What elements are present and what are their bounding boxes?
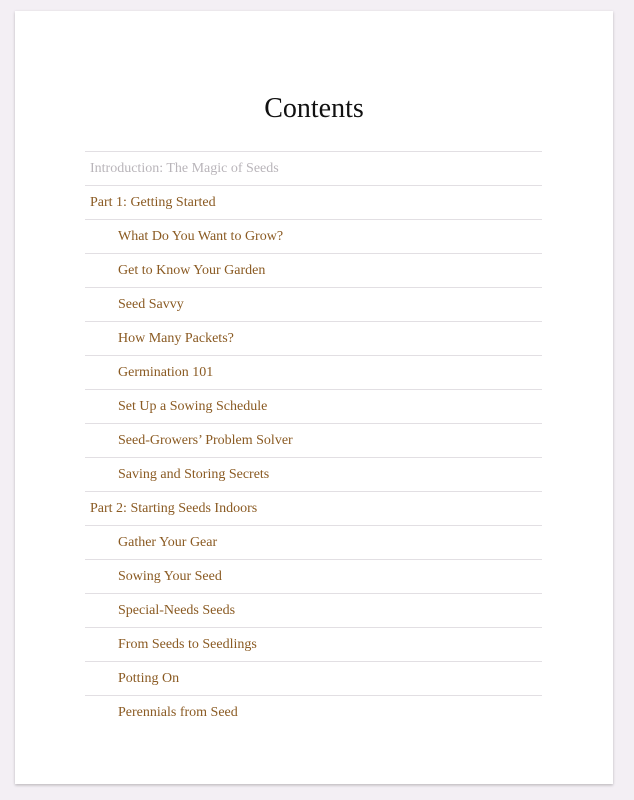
table-of-contents (85, 151, 542, 729)
toc-item-introduction[interactable]: Introduction: The Magic of Seeds (85, 152, 542, 186)
book-page (15, 11, 613, 784)
toc-item-part-2[interactable]: Part 2: Starting Seeds Indoors (85, 492, 542, 526)
toc-item-gather-gear[interactable]: Gather Your Gear (85, 526, 542, 560)
toc-item-sowing-schedule[interactable]: Set Up a Sowing Schedule (85, 390, 542, 424)
toc-item-know-your-garden[interactable]: Get to Know Your Garden (85, 254, 542, 288)
toc-item-seeds-to-seedlings[interactable]: From Seeds to Seedlings (85, 628, 542, 662)
toc-item-saving-storing[interactable]: Saving and Storing Secrets (85, 458, 542, 492)
toc-item-potting-on[interactable]: Potting On (85, 662, 542, 696)
toc-item-problem-solver[interactable]: Seed-Growers’ Problem Solver (85, 424, 542, 458)
page-title: Contents (264, 93, 364, 124)
toc-item-seed-savvy[interactable]: Seed Savvy (85, 288, 542, 322)
toc-item-germination-101[interactable]: Germination 101 (85, 356, 542, 390)
toc-item-what-to-grow[interactable]: What Do You Want to Grow? (85, 220, 542, 254)
toc-item-perennials[interactable]: Perennials from Seed (118, 705, 238, 720)
toc-item-part-1[interactable]: Part 1: Getting Started (85, 186, 542, 220)
toc-item-special-needs[interactable]: Special-Needs Seeds (85, 594, 542, 628)
toc-item-how-many-packets[interactable]: How Many Packets? (85, 322, 542, 356)
toc-item-sowing-seed[interactable]: Sowing Your Seed (85, 560, 542, 594)
